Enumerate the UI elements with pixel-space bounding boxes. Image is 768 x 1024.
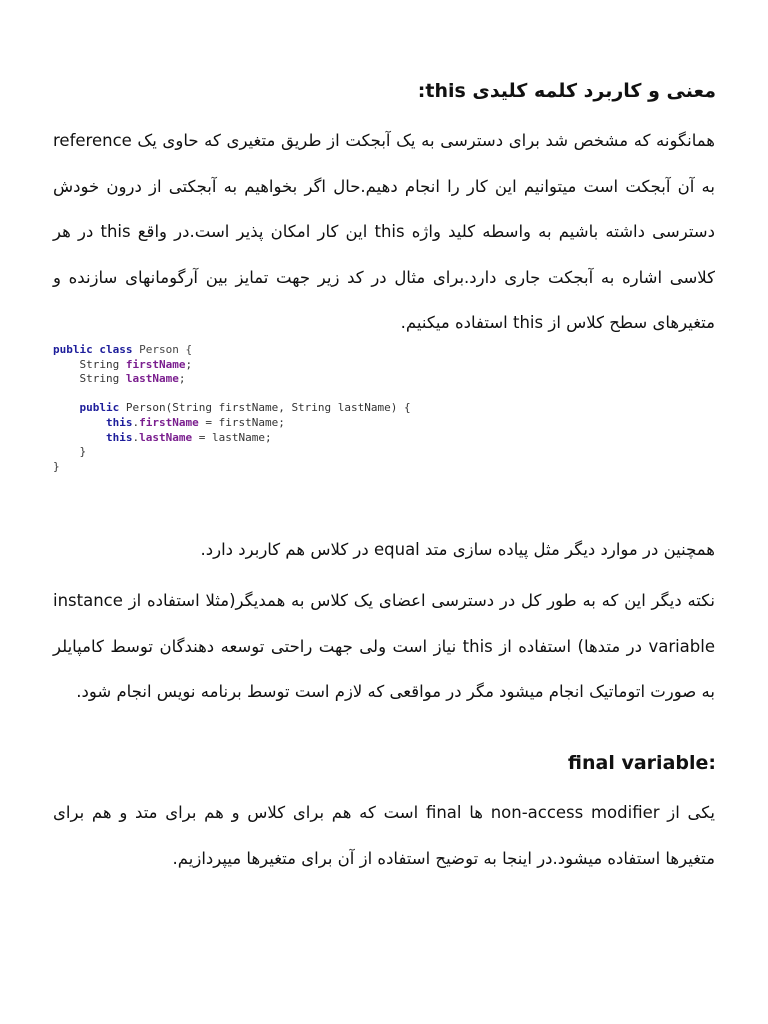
paragraph-this-intro: همانگونه که مشخص شد برای دسترسی به یک آبجکت از طریق متغیری که حاوی یک reference به آن آبجکت است میتوانیم این کار را انجام دهیم.حال اگر بخواهیم به آبجکتی از درون خودش دسترسی داشته باشیم به واسطه کلید واژه this این کار امکان پذیر است.در واقع this در هر کلاسی اشاره به آبجکت جاری دارد.برای مثال در کد زیر جهت تمایز بین آرگومانهای سازنده و متغیرهای سطح کلاس از this استفاده میکنیم. — [53, 131, 715, 332]
paragraph-final-intro: یکی از non-access modifier ها final است که هم برای کلاس و هم برای متد و هم برای متغیرها استفاده میشود.در اینجا به توضیح استفاده از آن برای متغیرها میپردازیم. — [53, 803, 716, 868]
code-line-6: this.firstName = firstName; — [105, 415, 285, 429]
section-title-final: :final variable — [567, 752, 716, 774]
code-line-9: } — [53, 459, 60, 473]
code-line-3: String lastName; — [79, 372, 186, 386]
code-line-2: String firstName; — [79, 357, 193, 371]
code-line-8: } — [79, 445, 87, 459]
code-block — [53, 343, 411, 474]
code-line-5: public Person(String firstName, String lastName) { — [79, 401, 411, 415]
paragraph-instance-variable: نکته دیگر این که به طور کل در دسترسی اعضای یک کلاس به همدیگر(مثلا استفاده از instance variable در متدها) استفاده از this نیاز است ولی جهت راحتی توسعه دهندگان توسط کامپایلر به صورت اتوماتیک انجام میشود مگر در مواقعی که لازم است توسط برنامه نویس انجام شود. — [53, 591, 716, 701]
paragraph-equal: همچنین در موارد دیگر مثل پیاده سازی متد equal در کلاس هم کاربرد دارد. — [200, 540, 715, 559]
code-line-7: this.lastName = lastName; — [105, 430, 272, 444]
section-title-this: معنی و کاربرد کلمه کلیدی this: — [417, 80, 716, 102]
code-line-1: public class Person { — [53, 343, 193, 356]
